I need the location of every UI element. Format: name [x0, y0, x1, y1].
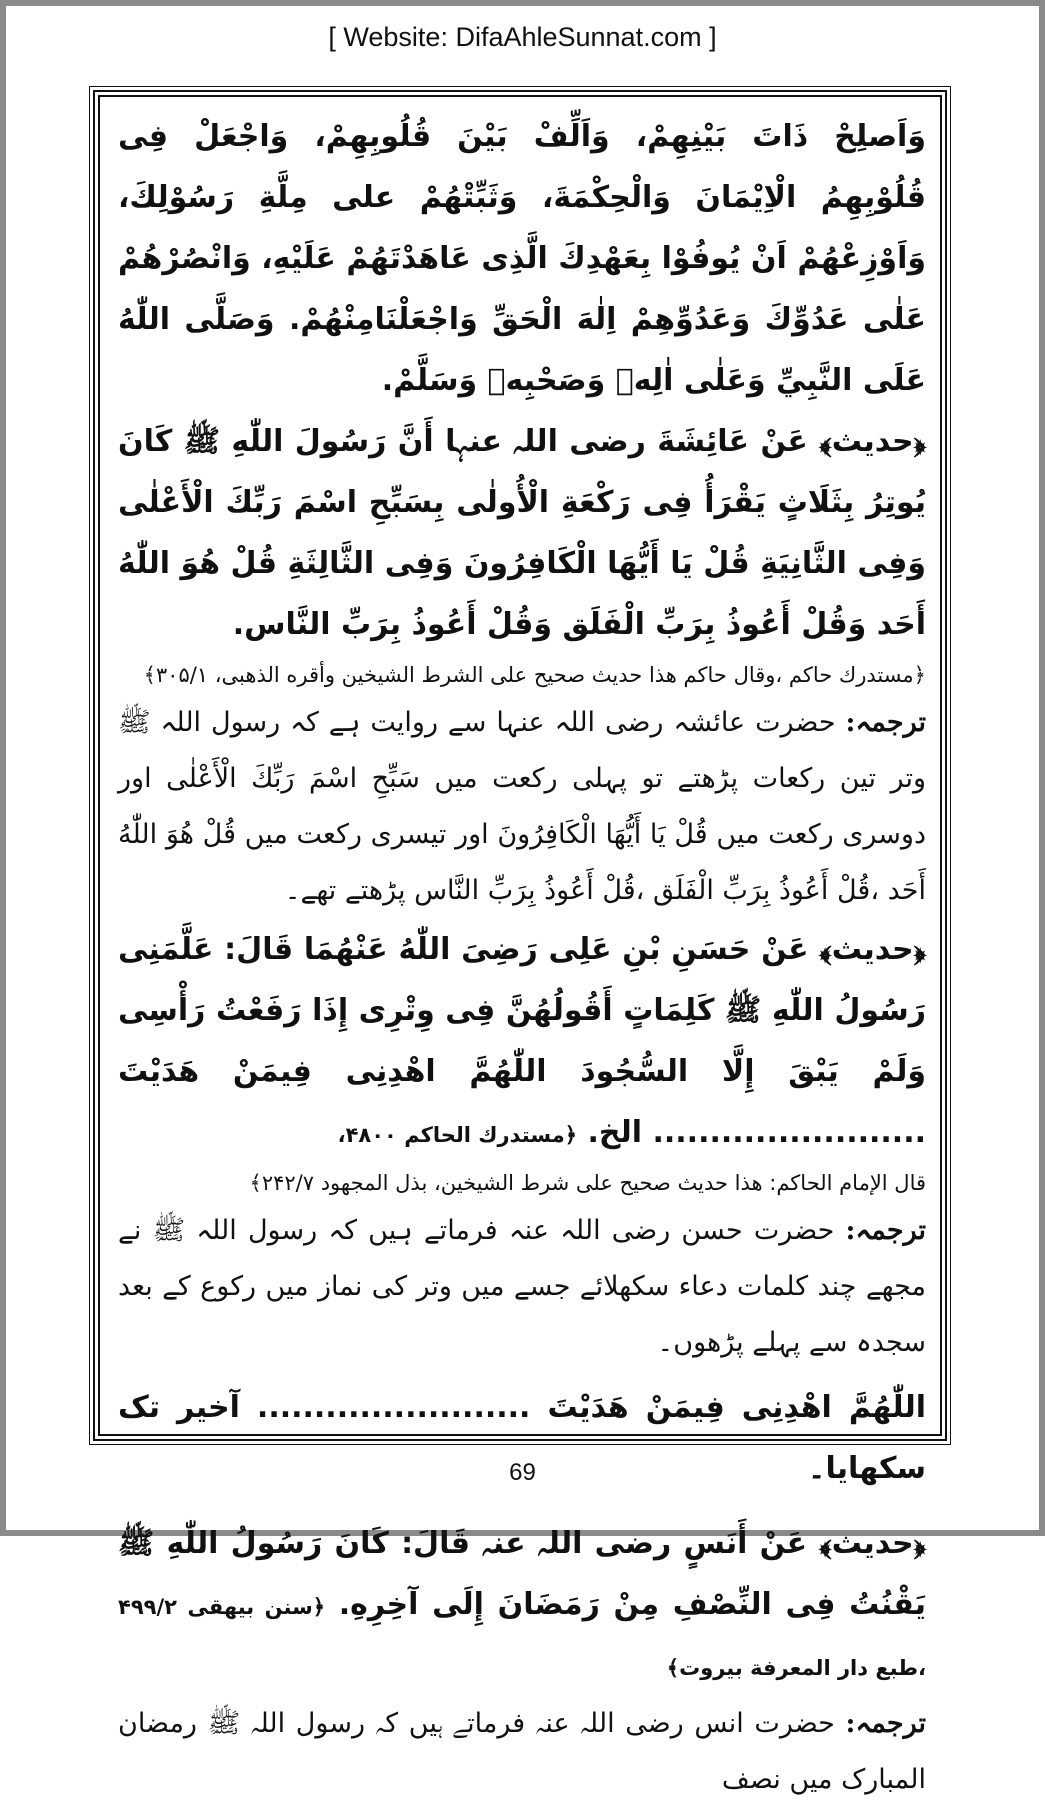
- dua-line-4: النَّبِيِّ وَعَلٰى اٰلِهٖ وَصَحْبِهٖ وَسَلَّمْ.: [381, 363, 853, 398]
- dua-line-1: وَاَصلِحْ ذَاتَ بَيْنِهِمْ، وَاَلِّفْ بَيْنَ قُلُوبِهِمْ، وَاجْعَلْ فِى قُلُوْبِهِمُ الْاِيْمَانَ وَالْحِكْمَةَ،: [118, 119, 926, 215]
- translation-1: [118, 695, 926, 919]
- translation-label: ترجمہ:: [845, 707, 926, 738]
- translation-2: [118, 1203, 926, 1371]
- translation-text: حضرت حسن رضی اللہ عنہ فرماتے ہیں کہ رسول اللہ ﷺ نے مجھے چند کلمات دعاء سکھلائے جسے میں وتر کی نماز میں رکوع کے بعد سجدہ سے پہلے پڑھوں۔: [118, 1215, 926, 1358]
- hadith-1-reference: ﴿مستدرك حاكم ،وقال حاكم هذا حديث صحيح على الشرط الشيخين وأقره الذهبی، ۳۰۵/۱﴾: [143, 663, 926, 687]
- hadith-label: ﴿حديث﴾: [819, 932, 926, 967]
- page-content: [118, 106, 926, 1808]
- hadith-label: ﴿حديث﴾: [819, 1526, 926, 1561]
- translation-label: ترجمہ:: [845, 1215, 926, 1246]
- translation-label: ترجمہ:: [845, 1708, 926, 1739]
- hadith-1: [118, 411, 926, 655]
- translation-2-dua: اللّٰهُمَّ اهْدِنِى فِيمَنْ هَدَيْتَ ........................ آخیر تک سکھایا۔: [118, 1390, 926, 1486]
- hadith-text: عَنْ حَسَنِ بْنِ عَلِى رَضِىَ اللّٰهُ عَنْهُمَا قَالَ: عَلَّمَنِى رَسُولُ اللّٰهِ ﷺ كَلِمَاتٍ أَقُولُهُنَّ فِى وِتْرِى إِذَا رَفَعْتُ رَأْسِى وَلَمْ يَبْقَ إِلَّا السُّجُودَ اللّٰهُمَّ اهْدِنِى فِيمَنْ هَدَيْتَ ........................ الخ.: [118, 932, 926, 1150]
- translation-3: [118, 1696, 926, 1808]
- page-number: 69: [509, 1459, 536, 1486]
- hadith-2-reference: قال الإمام الحاكم: هذا حديث صحيح على شرط الشيخين، بذل المجهود ۲۴۲/۷﴾: [249, 1171, 926, 1195]
- translation-text: حضرت انس رضی اللہ عنہ فرماتے ہیں کہ رسول اللہ ﷺ رمضان المبارک میں نصف: [118, 1708, 926, 1795]
- hadith-2: [118, 919, 926, 1163]
- dua-line-3: وَانْصُرْهُمْ عَلٰى عَدُوِّكَ وَعَدُوِّهِمْ اِلٰهَ الْحَقِّ وَاجْعَلْنَامِنْهُمْ. وَصَلَّى اللّٰهُ عَلَى: [118, 241, 926, 398]
- hadith-text: عَنْ عَائِشَةَ رضی اللہ عنہا أَنَّ رَسُولَ اللّٰهِ ﷺ كَانَ يُوتِرُ بِثَلَاثٍ يَقْرَأُ فِى رَكْعَةِ الْأُولٰى بِسَبِّحِ اسْمَ رَبِّكَ الْأَعْلٰى وَفِى الثَّانِيَةِ قُلْ يَا أَيُّهَا الْكَافِرُونَ وَفِى الثَّالِثَةِ قُلْ هُوَ اللّٰهُ أَحَد وَقُلْ أَعُوذُ بِرَبِّ الْفَلَق وَقُلْ أَعُوذُ بِرَبِّ النَّاس.: [118, 424, 926, 642]
- hadith-3-reference: ﴿سنن بيهقى ۴۹۹/۲ ،طبع دار المعرفة بيروت﴾: [118, 1595, 926, 1680]
- hadith-3: [118, 1513, 926, 1696]
- dua-block: [118, 106, 926, 411]
- translation-text: حضرت عائشہ رضی اللہ عنہا سے روایت ہے کہ رسول اللہ ﷺ وتر تین رکعات پڑھتے تو پہلی رکعت میں سَبِّحِ اسْمَ رَبِّكَ الْأَعْلٰى اور دوسری رکعت میں قُلْ يَا أَيُّهَا الْكَافِرُونَ اور تیسری رکعت میں قُلْ هُوَ اللّٰهُ أَحَد ،قُلْ أَعُوذُ بِرَبِّ الْفَلَق ،قُلْ أَعُوذُ بِرَبِّ النَّاس پڑھتے تھے۔: [118, 707, 926, 906]
- website-header: [ Website: DifaAhleSunnat.com ]: [328, 22, 717, 52]
- dua-line-2: وَثَبِّتْهُمْ على مِلَّةِ رَسُوْلِكَ، وَاَوْزِعْهُمْ اَنْ يُوفُوْا بِعَهْدِكَ الَّذِى عَاهَدْتَهُمْ عَلَيْهِ،: [118, 180, 927, 276]
- hadith-label: ﴿حديث﴾: [819, 424, 926, 459]
- hadith-text: عَنْ أَنَسٍ رضی اللہ عنہ قَالَ: كَانَ رَسُولُ اللّٰهِ ﷺ يَقْنُتُ فِى النِّصْفِ مِنْ رَمَضَانَ إِلَى آخِرِهِ.: [118, 1526, 926, 1622]
- hadith-2-reference-inline: ﴿مستدرك الحاكم ۴۸۰۰،: [337, 1123, 578, 1147]
